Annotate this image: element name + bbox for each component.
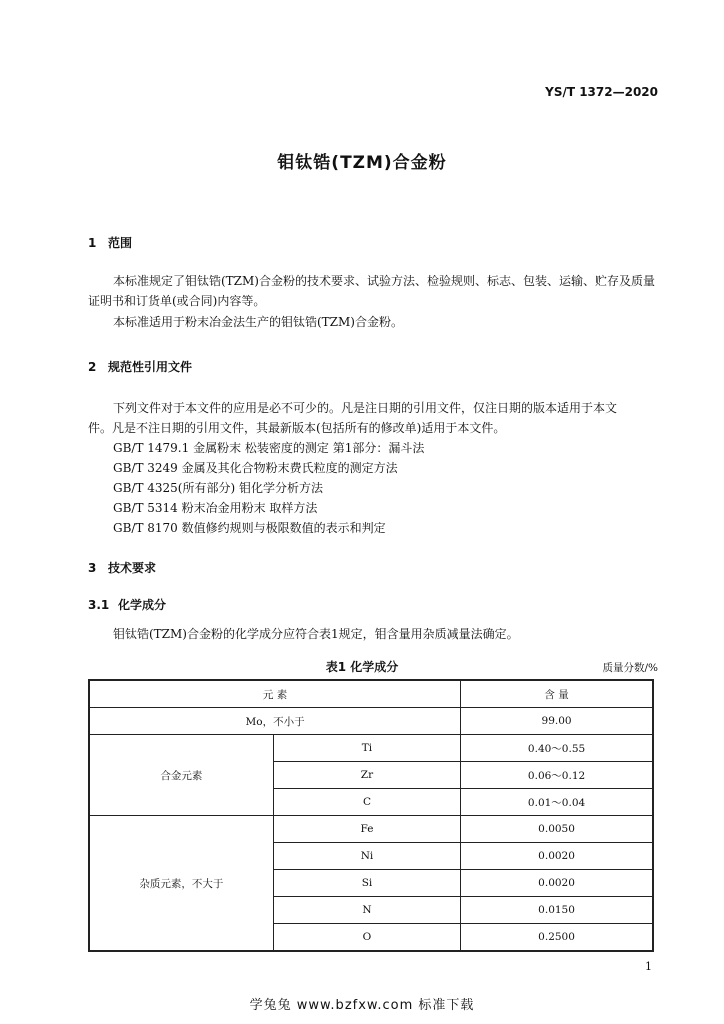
table-cell: O — [273, 924, 460, 952]
table-unit: 质量分数/% — [602, 662, 658, 674]
section-number: 3.1 — [88, 598, 110, 612]
section-1-heading — [88, 234, 132, 251]
table-cell: 99.00 — [461, 708, 653, 735]
table-cell: 0.40～0.55 — [461, 735, 653, 762]
table-cell: Si — [273, 870, 460, 897]
table-cell: Fe — [273, 816, 460, 843]
table-row — [89, 708, 653, 735]
reference-item: GB/T 5314 粉末冶金用粉末 取样方法 — [113, 501, 318, 515]
paragraph: 件。凡是不注日期的引用文件，其最新版本(包括所有的修改单)适用于本文件。 — [88, 421, 506, 435]
footer-watermark[interactable]: 学兔兔 www.bzfxw.com 标准下载 — [249, 998, 475, 1013]
section-3-heading — [88, 559, 156, 576]
section-title: 规范性引用文件 — [108, 360, 193, 374]
paragraph: 证明书和订货单(或合同)内容等。 — [88, 294, 266, 308]
group-cell-impurity: 杂质元素，不大于 — [89, 816, 273, 952]
table-cell: Mo，不小于 — [89, 708, 461, 735]
paragraph: 本标准适用于粉末冶金法生产的钼钛锆(TZM)合金粉。 — [113, 315, 403, 329]
section-3-1-heading — [88, 596, 166, 613]
column-header-content: 含 量 — [461, 680, 653, 708]
document-title: 钼钛锆(TZM)合金粉 — [277, 153, 447, 173]
table-cell: Ti — [273, 735, 460, 762]
table-cell: 0.0020 — [461, 870, 653, 897]
section-title: 技术要求 — [108, 561, 157, 575]
section-title: 化学成分 — [118, 598, 167, 612]
section-number: 2 — [88, 360, 97, 374]
section-2-heading — [88, 358, 192, 375]
chemical-composition-table — [88, 679, 654, 952]
table-row — [89, 816, 653, 843]
table-cell: Ni — [273, 843, 460, 870]
reference-item: GB/T 3249 金属及其化合物粉末费氏粒度的测定方法 — [113, 461, 398, 475]
section-number: 3 — [88, 561, 97, 575]
section-number: 1 — [88, 236, 97, 250]
reference-item: GB/T 4325(所有部分) 钼化学分析方法 — [113, 481, 323, 495]
table-cell: Zr — [273, 762, 460, 789]
section-title: 范围 — [108, 236, 133, 250]
table-cell: 0.01～0.04 — [461, 789, 653, 816]
table-cell: 0.0150 — [461, 897, 653, 924]
column-header-element: 元 素 — [89, 680, 461, 708]
table-cell: 0.2500 — [461, 924, 653, 952]
standard-code: YS/T 1372—2020 — [545, 85, 658, 99]
page-number: 1 — [645, 960, 652, 973]
paragraph: 钼钛锆(TZM)合金粉的化学成分应符合表1规定，钼含量用杂质减量法确定。 — [113, 627, 519, 641]
table-cell: N — [273, 897, 460, 924]
table-cell: 0.06～0.12 — [461, 762, 653, 789]
table-cell: 0.0020 — [461, 843, 653, 870]
table-row — [89, 735, 653, 762]
table-header-row — [89, 680, 653, 708]
table-caption: 表1 化学成分 — [325, 660, 399, 674]
paragraph: 下列文件对于本文件的应用是必不可少的。凡是注日期的引用文件，仅注日期的版本适用于本文 — [113, 401, 618, 415]
paragraph: 本标准规定了钼钛锆(TZM)合金粉的技术要求、试验方法、检验规则、标志、包装、运输、贮存及质量 — [113, 274, 655, 288]
table-cell: C — [273, 789, 460, 816]
reference-item: GB/T 8170 数值修约规则与极限数值的表示和判定 — [113, 521, 386, 535]
group-cell-alloy: 合金元素 — [89, 735, 273, 816]
reference-item: GB/T 1479.1 金属粉末 松装密度的测定 第1部分：漏斗法 — [113, 441, 425, 455]
table-cell: 0.0050 — [461, 816, 653, 843]
